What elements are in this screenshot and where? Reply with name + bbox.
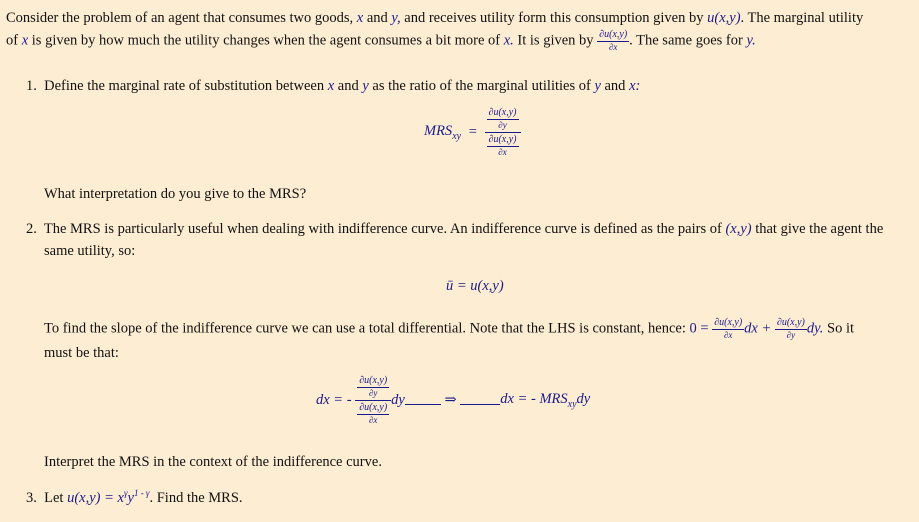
item-text: . Find the MRS.	[149, 490, 243, 506]
mrs-top	[485, 108, 521, 133]
fraction-top	[355, 376, 391, 401]
fraction-numerator: ∂u(x,y)	[359, 402, 388, 413]
item-text: The MRS is particularly useful when dealing with indifference curve. An indifference curve is defined as the pairs of	[43, 221, 722, 237]
spacer-underline	[460, 396, 500, 405]
math-zero-eq: 0 =	[689, 320, 709, 337]
math-dy: dy	[576, 391, 591, 407]
intro-text: It is given by	[517, 32, 594, 49]
mu-y-fraction	[357, 376, 389, 398]
math-dx: dx +	[744, 320, 772, 337]
partial-x-fraction	[712, 318, 744, 340]
math-y: y	[362, 78, 369, 94]
intro-text: is given by how much the utility changes when the agent consumes a bit more of	[31, 32, 501, 49]
item-text: To find the slope of the indifference curve we can use a total differential. Note that the LHS is constant, hence:	[44, 320, 686, 337]
intro-text: . The same goes for	[629, 32, 743, 49]
fraction-numerator: ∂u(x,y)	[714, 317, 743, 328]
item-1-line	[26, 78, 640, 95]
fraction-numerator: ∂u(x,y)	[488, 134, 517, 145]
intro-line-1	[6, 10, 863, 27]
item-text: must be that:	[44, 345, 119, 361]
math-utility: u(x,y) = x	[67, 490, 124, 506]
intro-text: and receives utility form this consumption given by	[404, 10, 704, 26]
item-text: Let	[44, 490, 64, 506]
mu-x-fraction	[357, 403, 389, 425]
indifference-equation	[446, 278, 504, 295]
fraction-denominator: ∂x	[368, 415, 378, 425]
mu-y-fraction	[487, 108, 519, 130]
intro-text: . The marginal utility	[740, 10, 864, 26]
cobb-douglas-utility	[67, 490, 149, 506]
item-number: 2.	[26, 221, 37, 237]
item-number: 1.	[26, 78, 37, 94]
math-dy: dy	[391, 392, 405, 408]
math-equation: ū = u(x,y)	[446, 278, 504, 294]
marginal-utility-fraction	[597, 30, 629, 52]
exponent-one-minus-gamma: 1 - γ	[133, 488, 150, 498]
spacer-underline	[405, 396, 441, 405]
item-2-slope-line	[44, 318, 854, 340]
item-text: So it	[827, 320, 855, 337]
question-text: Interpret the MRS in the context of the indifference curve.	[44, 454, 382, 470]
item-text: and	[604, 78, 626, 94]
mrs-subscript: xy	[567, 399, 577, 410]
exponent-gamma: γ	[123, 488, 128, 498]
equals-sign: =	[468, 124, 477, 140]
math-x: x.	[503, 32, 514, 49]
item-2-line-1	[26, 221, 883, 238]
math-x: x	[356, 10, 364, 26]
fraction-denominator: ∂x	[723, 330, 733, 340]
math-x: x	[21, 32, 29, 49]
math-y: y	[127, 490, 134, 506]
question-text: What interpretation do you give to the MRS?	[44, 186, 307, 202]
fraction-denominator: ∂y	[368, 388, 378, 398]
fraction-denominator: ∂x	[498, 147, 507, 157]
fraction-numerator: ∂u(x,y)	[488, 107, 517, 118]
intro-text: and	[366, 10, 388, 26]
math-dy: dy.	[806, 320, 824, 337]
fraction-denominator: ∂y	[786, 330, 796, 340]
mrs-result	[500, 391, 591, 410]
item-text: same utility, so:	[44, 243, 136, 259]
mu-x-fraction	[487, 135, 519, 157]
math-y: y,	[391, 10, 401, 26]
item-3-line	[26, 488, 243, 507]
math-x: x	[327, 78, 335, 94]
mrs-compound-fraction	[485, 108, 521, 157]
fraction-denominator: ∂y	[498, 120, 507, 130]
item-text: Define the marginal rate of substitution between	[44, 78, 325, 94]
item-2-interpret	[44, 454, 382, 471]
item-text: and	[337, 78, 359, 94]
fraction-numerator: ∂u(x,y)	[599, 29, 628, 40]
intro-text: of	[6, 32, 19, 49]
math-x: x:	[629, 78, 641, 94]
math-dx-mrs: dx = - MRS	[500, 391, 568, 407]
intro-line-2	[6, 30, 756, 52]
dx-equation	[316, 376, 590, 425]
math-y: y	[594, 78, 601, 94]
mrs-label: MRS	[424, 123, 453, 139]
item-text: that give the agent the	[755, 221, 884, 237]
mrs-bottom	[485, 133, 521, 157]
intro-text: Consider the problem of an agent that consumes two goods,	[6, 10, 354, 26]
implies-arrow: ⇒	[444, 392, 457, 408]
item-number: 3.	[26, 490, 37, 506]
math-y: y.	[746, 32, 756, 49]
math-utility-function: u(x,y)	[707, 10, 741, 26]
mrs-subscript: xy	[452, 131, 462, 142]
mrs-compound-fraction	[355, 376, 391, 425]
mrs-formula	[424, 108, 521, 157]
fraction-numerator: ∂u(x,y)	[776, 317, 805, 328]
item-2-must-line	[44, 345, 119, 362]
math-pair: (x,y)	[725, 221, 752, 237]
item-2-line-2	[44, 243, 135, 260]
partial-y-fraction	[775, 318, 807, 340]
mrs-symbol	[424, 123, 462, 142]
fraction-bottom	[355, 401, 391, 425]
item-1-question	[44, 186, 306, 203]
fraction-numerator: ∂u(x,y)	[359, 375, 388, 386]
item-text: as the ratio of the marginal utilities of	[372, 78, 591, 94]
fraction-denominator: ∂x	[608, 42, 618, 52]
math-dx-eq: dx = -	[316, 392, 352, 408]
